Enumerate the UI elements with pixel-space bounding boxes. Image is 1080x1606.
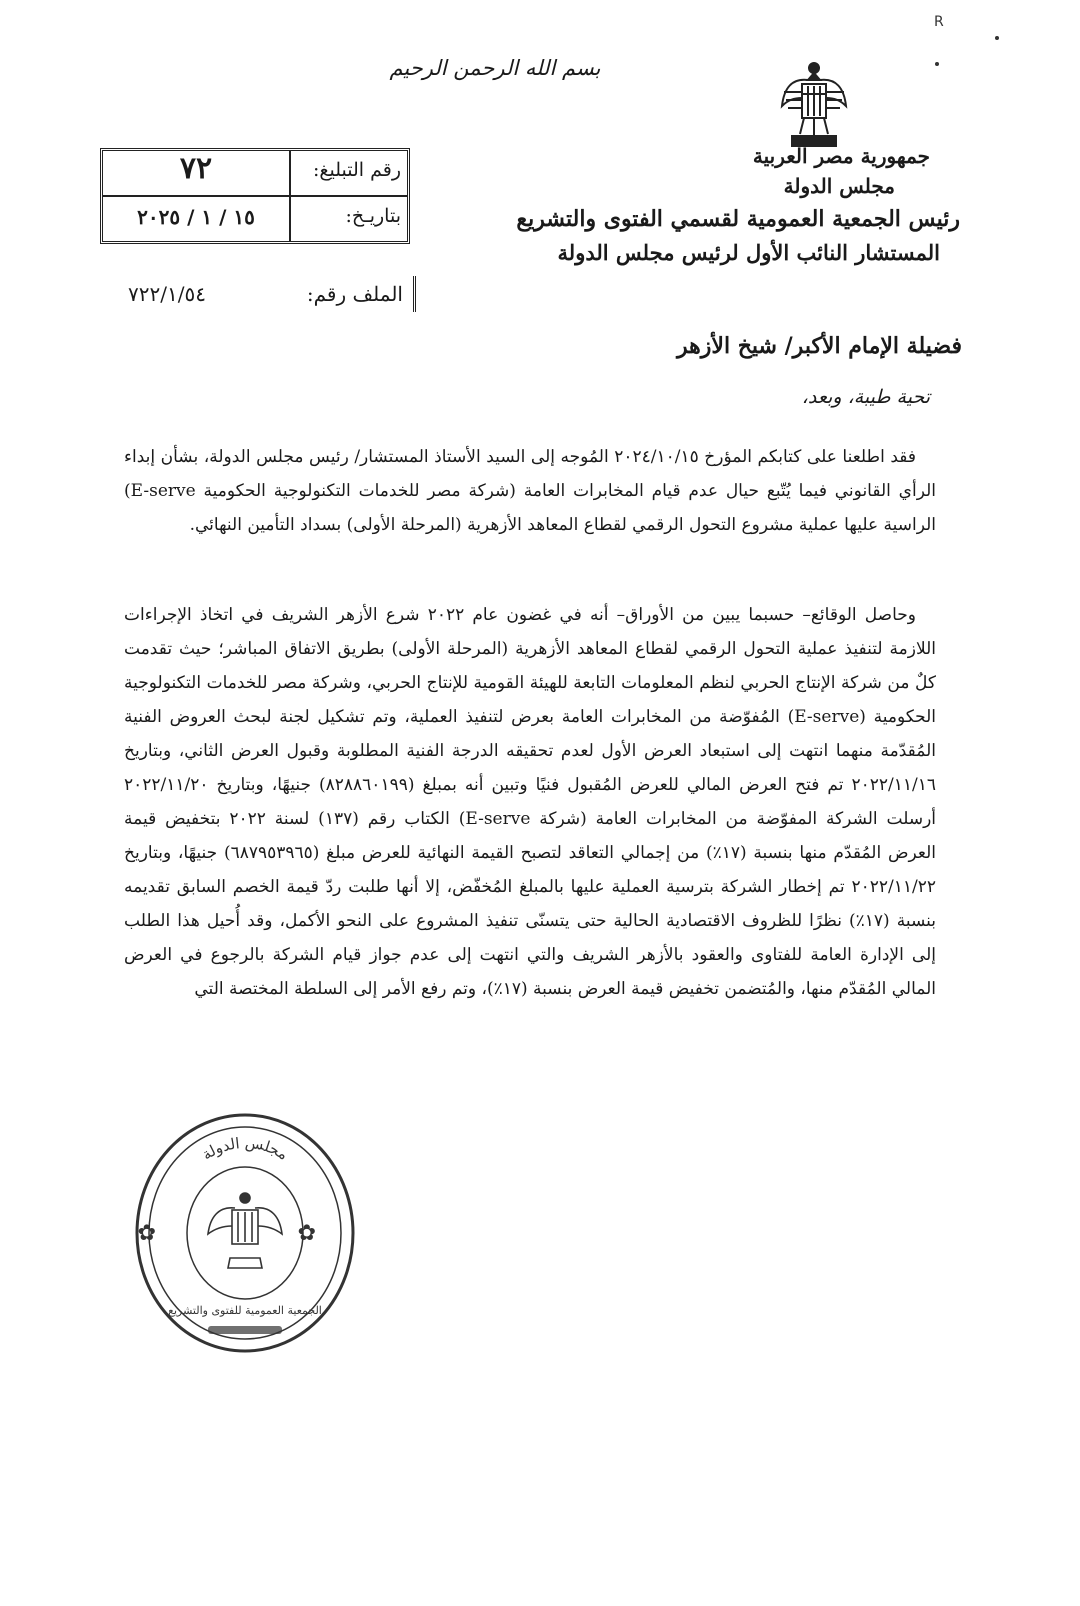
stamp-top-text: مجلس الدولة: [198, 1133, 292, 1164]
stamp-bottom-label: الجمعية العمومية للفتوى والتشريع: [168, 1304, 322, 1317]
body-paragraph-2: [124, 598, 936, 1006]
scan-dot: [935, 62, 939, 66]
scan-dot: [995, 36, 999, 40]
notification-date-row: [103, 197, 407, 241]
notification-number-label: رقم التبليغ:: [289, 151, 407, 195]
addressee: فضيلة الإمام الأكبر/ شيخ الأزهر: [677, 333, 962, 359]
notification-box: [100, 148, 410, 244]
letterhead-assembly: رئيس الجمعية العمومية لقسمي الفتوى والتشريع: [516, 206, 960, 232]
file-number-value: ٧٢٢/١/٥٤: [128, 282, 206, 306]
greeting: تحية طيبة، وبعد،: [801, 386, 930, 408]
notification-date-label: بتاريـخ:: [289, 197, 407, 241]
svg-text:✿: ✿: [137, 1221, 156, 1246]
notification-date-value: ١٥ / ١ / ٢٠٢٥: [137, 205, 255, 229]
body-paragraph-1: [124, 440, 936, 542]
svg-text:✿: ✿: [297, 1221, 316, 1246]
letterhead-council: مجلس الدولة: [783, 174, 895, 198]
letterhead-country: جمهورية مصر العربية: [752, 144, 930, 168]
file-number-label: الملف رقم:: [306, 282, 403, 306]
notification-number-row: [103, 151, 407, 197]
letterhead-counselor: المستشار النائب الأول لرئيس مجلس الدولة: [557, 240, 940, 265]
basmala: بسم الله الرحمن الرحيم: [389, 56, 601, 80]
eagle-emblem-icon: [778, 58, 850, 150]
official-seal-icon: [130, 1108, 360, 1358]
scan-mark: R: [934, 14, 944, 30]
notification-number-value: ٧٢: [179, 151, 213, 186]
paragraph-text: وحاصل الوقائع– حسبما يبين من الأوراق– أنه في غضون عام ٢٠٢٢ شرع الأزهر الشريف في اتخاذ الإجراءات اللازمة لتنفيذ عملية التحول الرقمي لقطاع المعاهد الأزهرية (المرحلة الأولى) بطريق الاتفاق المباشر؛ حيث تقدمت كلٌ من شركة الإنتاج الحربي لنظم المعلومات التابعة للهيئة القومية للإنتاج الحربي، وشركة مصر للخدمات التكنولوجية الحكومية (E-serve) المُفوّضة من المخابرات العامة بعرض لتنفيذ العملية، وتم تشكيل لجنة لبحث العروض الفنية المُقدّمة منهما انتهت إلى استبعاد العرض الأول لعدم تحقيقه الدرجة الفنية المطلوبة وقبول العرض الثاني، وبتاريخ ٢٠٢٢/١١/١٦ تم فتح العرض المالي للعرض المُقبول فنيًا وتبين أنه بمبلغ (٨٢٨٨٦٠١٩٩) جنيهًا، وبتاريخ ٢٠٢٢/١١/٢٠ أرسلت الشركة المفوّضة من المخابرات العامة (شركة E-serve) الكتاب رقم (١٣٧) لسنة ٢٠٢٢ بتخفيض قيمة العرض المُقدّم منها بنسبة (١٧٪) من إجمالي التعاقد لتصبح القيمة النهائية للعرض مبلغ (٦٨٧٩٥٣٩٦٥) جنيهًا، وبتاريخ ٢٠٢٢/١١/٢٢ تم إخطار الشركة بترسية العملية عليها بالمبلغ المُخفّض، إلا أنها طلبت ردّ قيمة الخصم السابق تقديمه بنسبة (١٧٪) نظرًا للظروف الاقتصادية الحالية حتى يتسنّى تنفيذ المشروع على النحو الأكمل، وقد أُحيل هذا الطلب إلى الإدارة العامة للفتاوى والعقود بالأزهر الشريف والتي انتهت إلى عدم جواز قيام الشركة بالرجوع في العرض المالي المُقدّم منها، والمُتضمن تخفيض قيمة العرض بنسبة (١٧٪)، وتم رفع الأمر إلى السلطة المختصة التي: [124, 605, 937, 999]
file-number: [120, 276, 416, 312]
paragraph-text: فقد اطلعنا على كتابكم المؤرخ ٢٠٢٤/١٠/١٥ المُوجه إلى السيد الأستاذ المستشار/ رئيس مجلس الدولة، بشأن إبداء الرأي القانوني فيما يُتّبع حيال عدم قيام المخابرات العامة (شركة مصر للخدمات التكنولوجية الحكومية E-serve) الراسية عليها عملية مشروع التحول الرقمي لقطاع المعاهد الأزهرية (المرحلة الأولى) بسداد التأمين النهائي.: [124, 447, 936, 535]
